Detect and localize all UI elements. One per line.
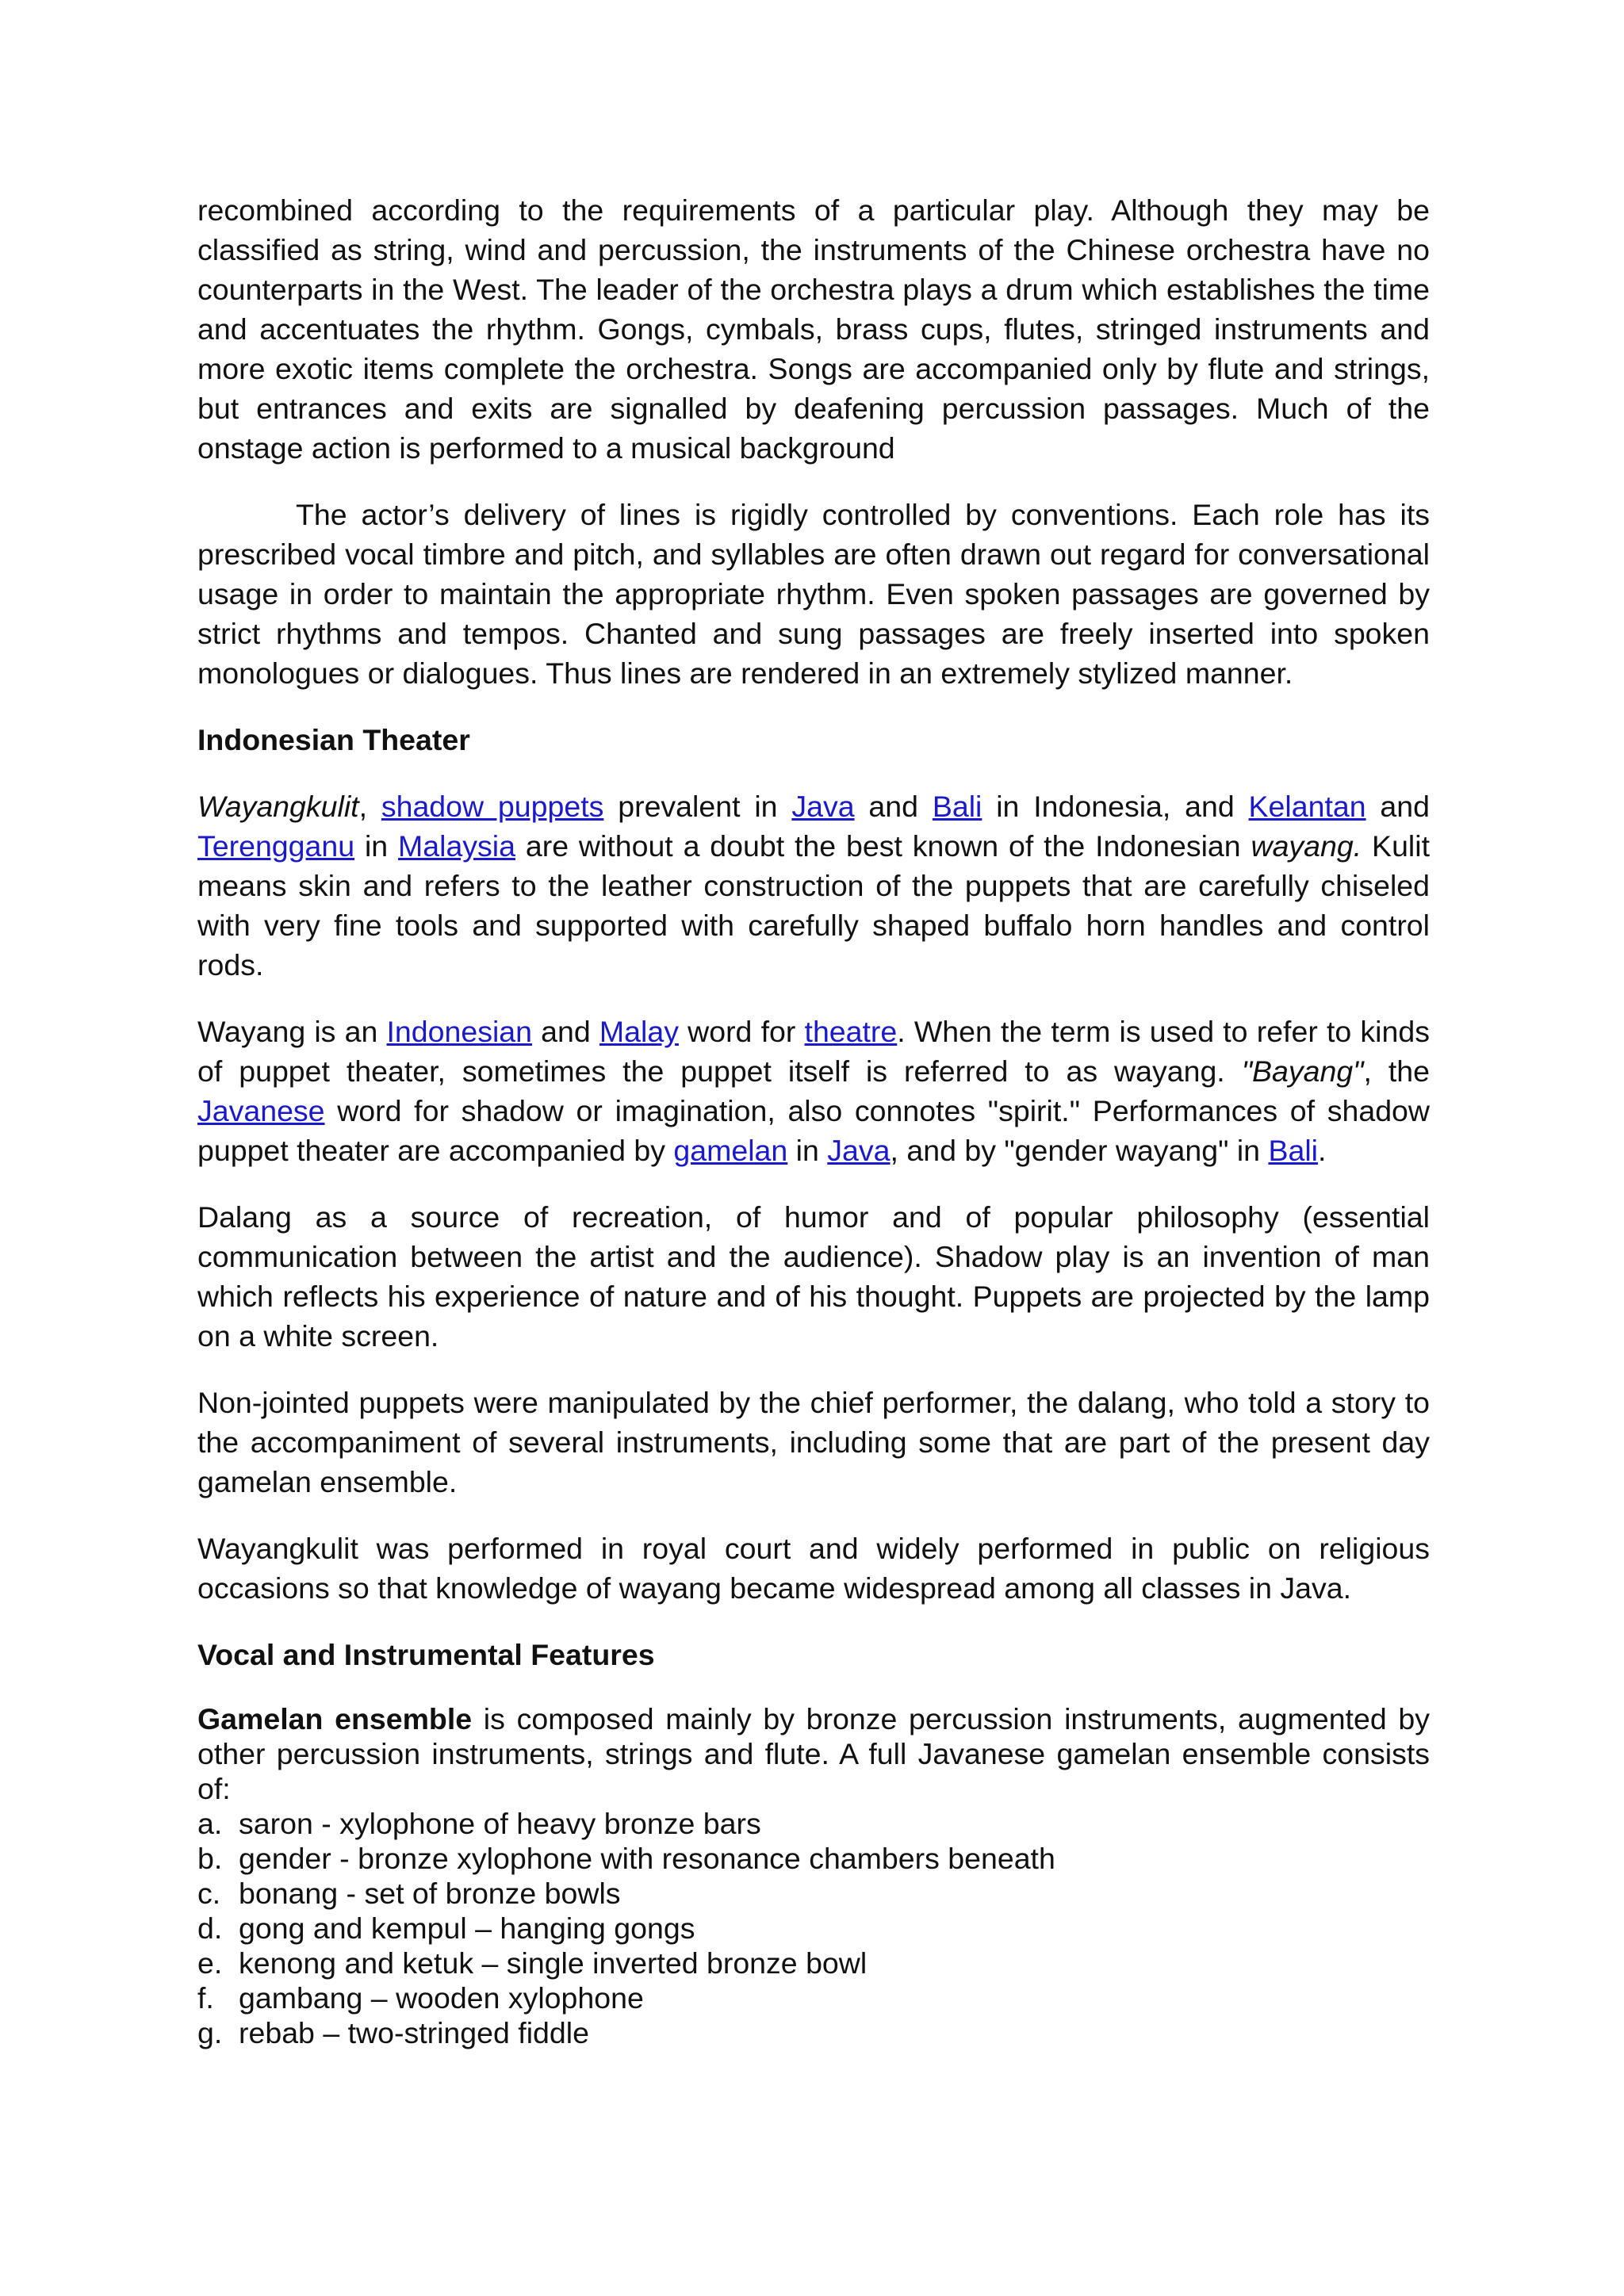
paragraph-wayangkulit: Wayangkulit, shadow puppets prevalent in Java and Bali in Indonesia, and Kelantan and Terengganu in Malaysia are without a doubt the best known of the Indonesian wayang. Kulit means skin and refers to the leather construction of the puppets that are carefully chiseled with very fine tools and supported with carefully shaped buffalo horn handles and control rods. — [197, 790, 1431, 982]
link-java-2[interactable]: Java — [827, 1134, 891, 1167]
link-bali-2[interactable]: Bali — [1268, 1134, 1318, 1167]
paragraph-orchestra: recombined according to the requirements of a particular play. Although they may be classified as string, wind and percussion, the instruments of the Chinese orchestra have no counterparts in the West. The leader of the orchestra plays a drum which establishes the time and accentuates the rhythm. Gongs, cymbals, brass cups, flutes, stringed instruments and more exotic items complete the orchestra. Songs are accompanied only by flute and strings, but entrances and exits are signalled by deafening percussion passages. Much of the onstage action is performed to a musical background — [197, 193, 1430, 465]
link-kelantan[interactable]: Kelantan — [1248, 790, 1366, 823]
link-indonesian[interactable]: Indonesian — [386, 1015, 532, 1048]
paragraph-dalang: Dalang as a source of recreation, of humor and of popular philosophy (essential communication between the artist and the audience). Shadow play is an invention of man which reflects his experience of nature and of his thought. Puppets are projected by the lamp on a white screen. — [197, 1200, 1430, 1353]
list-item: a. saron - xylophone of heavy bronze bars — [197, 1807, 761, 1840]
paragraph-wayang-definition: Wayang is an Indonesian and Malay word for theatre. When the term is used to refer to kinds of puppet theater, sometimes the puppet itself is referred to as wayang. "Bayang", the Javanese word for shadow or imagination, also connotes "spirit." Performances of shadow puppet theater are accompanied by gamelan in Java, and by "gender wayang" in Bali. — [197, 1015, 1431, 1167]
term-gamelan-ensemble: Gamelan ensemble — [197, 1702, 473, 1735]
link-malaysia[interactable]: Malaysia — [398, 829, 515, 863]
list-item: e. kenong and ketuk – single inverted bronze bowl — [197, 1946, 868, 1980]
document-page — [197, 190, 1430, 2050]
link-shadow-puppets[interactable]: shadow puppets — [381, 790, 604, 823]
section-heading-indonesian-theater: Indonesian Theater — [197, 723, 470, 756]
list-item: f. gambang – wooden xylophone — [197, 1981, 644, 2015]
list-item: g. rebab – two-stringed fiddle — [197, 2016, 589, 2049]
link-java[interactable]: Java — [791, 790, 855, 823]
link-theatre[interactable]: theatre — [804, 1015, 898, 1048]
link-terengganu[interactable]: Terengganu — [197, 829, 355, 863]
paragraph-gamelan-ensemble: Gamelan ensemble is composed mainly by bronze percussion instruments, augmented by other percussion instruments, strings and flute. A full Javanese gamelan ensemble consists of: — [197, 1702, 1430, 1805]
instrument-list — [197, 1806, 1430, 2050]
list-item: b. gender - bronze xylophone with resonance chambers beneath — [197, 1842, 1055, 1875]
paragraph-royal-court: Wayangkulit was performed in royal court and widely performed in public on religious occasions so that knowledge of wayang became widespread among all classes in Java. — [197, 1532, 1430, 1605]
paragraph-actor-delivery: The actor’s delivery of lines is rigidly controlled by conventions. Each role has its prescribed vocal timbre and pitch, and syllables are often drawn out regard for conversational usage in order to maintain the appropriate rhythm. Even spoken passages are governed by strict rhythms and tempos. Chanted and sung passages are freely inserted into spoken monologues or dialogues. Thus lines are rendered in an extremely stylized manner. — [197, 498, 1430, 690]
term-wayangkulit: Wayangkulit — [197, 790, 359, 823]
list-item: c. bonang - set of bronze bowls — [197, 1877, 621, 1910]
link-bali[interactable]: Bali — [932, 790, 982, 823]
link-malay[interactable]: Malay — [599, 1015, 679, 1048]
paragraph-non-jointed-puppets: Non-jointed puppets were manipulated by the chief performer, the dalang, who told a story to the accompaniment of several instruments, including some that are part of the present day gamelan ensemble. — [197, 1386, 1430, 1498]
section-heading-vocal-instrumental: Vocal and Instrumental Features — [197, 1638, 655, 1671]
term-wayang: wayang. — [1251, 829, 1362, 863]
link-javanese[interactable]: Javanese — [197, 1094, 325, 1127]
term-bayang: "Bayang" — [1241, 1054, 1364, 1088]
list-item: d. gong and kempul – hanging gongs — [197, 1911, 695, 1945]
link-gamelan[interactable]: gamelan — [673, 1134, 788, 1167]
